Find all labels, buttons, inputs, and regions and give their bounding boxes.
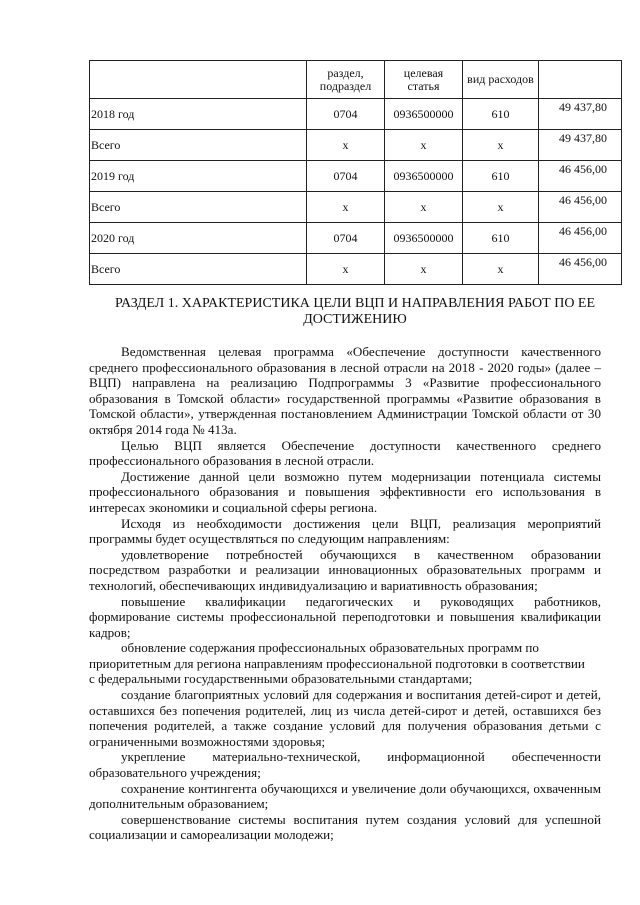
header-expense: вид расходов — [463, 61, 539, 99]
row-amount: 46 456,00 — [539, 192, 622, 223]
paragraph: удовлетворение потребностей обучающихся в качественном образовании посредством разработки и реализации инновационных образовательных программ и технологий, обеспечивающих индивидуализацию и вариативность образования; — [89, 546, 601, 593]
row-label: 2020 год — [90, 223, 307, 254]
paragraph: создание благоприятных условий для содержания и воспитания детей-сирот и детей, оставшихся без попечения родителей, лиц из числа детей-сирот и детей, оставшихся без попечения родителей, а также создание условий для получения образования детьми с ограниченными возможностями здоровья; — [89, 687, 601, 749]
row-amount: 46 456,00 — [539, 223, 622, 254]
row-amount: 46 456,00 — [539, 254, 622, 285]
table-row — [90, 192, 622, 223]
paragraph: Исходя из необходимости достижения цели ВЦП, реализация мероприятий программы будет осуществляться по следующим направлениям: — [89, 515, 601, 547]
row-expense: х — [463, 192, 539, 223]
table-row — [90, 223, 622, 254]
row-expense: х — [463, 254, 539, 285]
row-label: 2018 год — [90, 99, 307, 130]
row-section: х — [307, 254, 385, 285]
row-section: х — [307, 192, 385, 223]
row-expense: 610 — [463, 99, 539, 130]
row-expense: х — [463, 130, 539, 161]
table-row — [90, 254, 622, 285]
table-row — [90, 99, 622, 130]
row-target: х — [385, 254, 463, 285]
paragraph: Целью ВЦП является Обеспечение доступности качественного среднего профессионального образования в лесной отрасли. — [89, 437, 601, 469]
header-blank-cell — [90, 61, 307, 99]
budget-table — [89, 60, 622, 285]
paragraph: сохранение контингента обучающихся и увеличение доли обучающихся, охваченным дополнительным образованием; — [89, 780, 601, 812]
header-target: целевая статья — [385, 61, 463, 99]
row-label: Всего — [90, 254, 307, 285]
row-section: х — [307, 130, 385, 161]
row-label: Всего — [90, 192, 307, 223]
row-amount: 46 456,00 — [539, 161, 622, 192]
row-target: 0936500000 — [385, 99, 463, 130]
row-label: 2019 год — [90, 161, 307, 192]
row-amount: 49 437,80 — [539, 130, 622, 161]
paragraph: повышение квалификации педагогических и руководящих работников, формирование системы профессиональной переподготовки и повышения квалификации кадров; — [89, 593, 601, 640]
paragraph: укрепление материально-технической, информационной обеспеченности образовательного учреждения; — [89, 749, 601, 781]
row-target: 0936500000 — [385, 223, 463, 254]
paragraph: с федеральными государственными образовательными стандартами; — [89, 671, 473, 687]
row-section: 0704 — [307, 223, 385, 254]
table-header-row — [90, 61, 622, 99]
section-title: РАЗДЕЛ 1. ХАРАКТЕРИСТИКА ЦЕЛИ ВЦП И НАПРАВЛЕНИЯ РАБОТ ПО ЕЕ ДОСТИЖЕНИЮ — [114, 296, 596, 327]
row-expense: 610 — [463, 223, 539, 254]
row-expense: 610 — [463, 161, 539, 192]
row-section: 0704 — [307, 161, 385, 192]
paragraph: Ведомственная целевая программа «Обеспечение доступности качественного среднего профессионального образования в лесной отрасли на 2018 - 2020 годы» (далее – ВЦП) направлена на реализацию Подпрограммы 3 «Развитие профессионального образования в Томской области» государственной программы «Развитие образования в Томской области», утвержденная постановлением Администрации Томской области от 30 октября 2014 года № 413а. — [89, 344, 601, 437]
paragraph: обновление содержания профессиональных образовательных программ по приоритетным для региона направлениям профессиональной подготовки в соответствии — [89, 640, 585, 671]
row-amount: 49 437,80 — [539, 99, 622, 130]
row-target: х — [385, 192, 463, 223]
row-section: 0704 — [307, 99, 385, 130]
table-row — [90, 161, 622, 192]
body-text — [89, 344, 601, 843]
row-target: 0936500000 — [385, 161, 463, 192]
row-target: х — [385, 130, 463, 161]
header-amount-blank — [539, 61, 622, 99]
row-label: Всего — [90, 130, 307, 161]
table-row — [90, 130, 622, 161]
paragraph: Достижение данной цели возможно путем модернизации потенциала системы профессионального образования и повышения эффективности его использования в интересах экономики и социальной сферы региона. — [89, 468, 601, 515]
header-section: раздел, подраздел — [307, 61, 385, 99]
paragraph: совершенствование системы воспитания путем создания условий для успешной социализации и самореализации молодежи; — [89, 811, 601, 843]
